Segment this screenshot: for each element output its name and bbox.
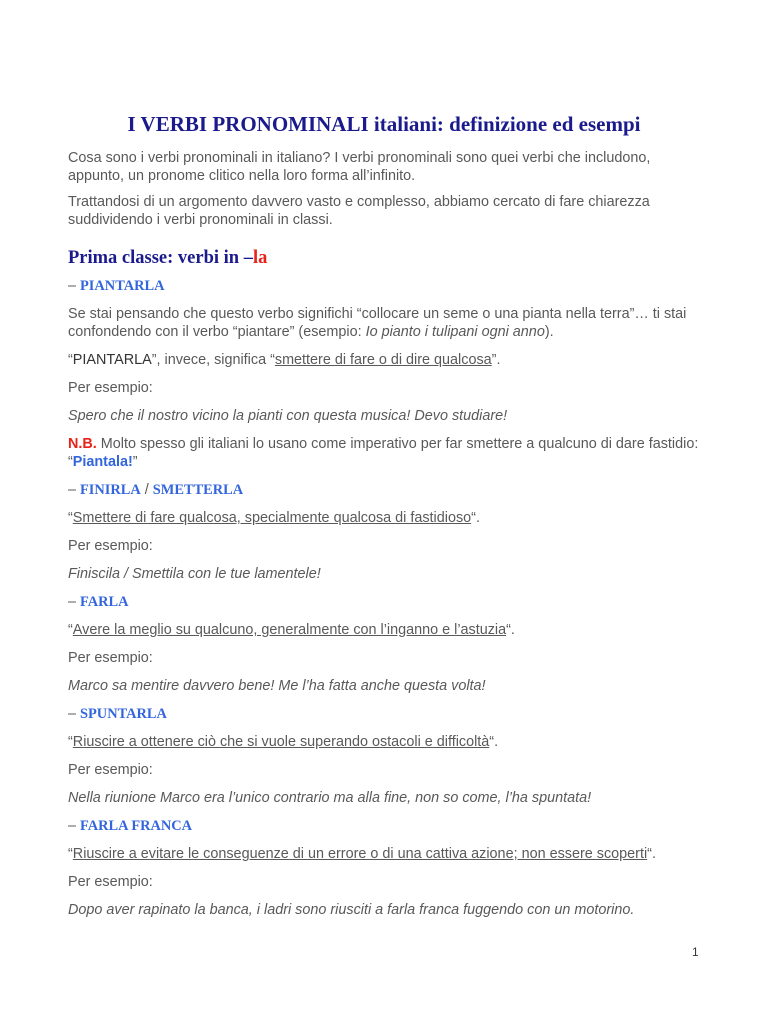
text: ” bbox=[132, 454, 138, 470]
section-heading-suffix: la bbox=[252, 248, 268, 268]
example-intro: Per esempio: bbox=[68, 380, 153, 396]
text: “. bbox=[647, 846, 656, 862]
page-title: I VERBI PRONOMINALI italiani: definizione ed esempi bbox=[127, 112, 641, 136]
document-content bbox=[68, 112, 700, 919]
verb-name: SPUNTARLA bbox=[80, 706, 167, 722]
verb-heading-spuntarla bbox=[68, 705, 700, 723]
text: “ bbox=[68, 510, 73, 526]
piantarla-explanation bbox=[68, 305, 700, 341]
definition: smettere di fare o di dire qualcosa bbox=[274, 352, 492, 368]
text: “. bbox=[489, 734, 499, 750]
text: “ bbox=[68, 622, 73, 638]
text: Se stai pensando che questo verbo significhi “collocare un seme o una pianta nella terra”… ti stai confondendo con il verbo “piantare” (esempio: bbox=[68, 306, 687, 340]
example-intro: Per esempio: bbox=[68, 538, 153, 554]
definition: Riuscire a evitare le conseguenze di un errore o di una cattiva azione; non essere scoperti bbox=[72, 846, 648, 862]
section-heading-prefix: Prima classe: verbi in – bbox=[68, 248, 253, 268]
example-intro: Per esempio: bbox=[68, 650, 153, 666]
definition: Smettere di fare qualcosa, specialmente qualcosa di fastidioso bbox=[72, 510, 472, 526]
nb-label: N.B. bbox=[68, 436, 97, 452]
text: “. bbox=[471, 510, 480, 526]
piantarla-note bbox=[68, 435, 700, 471]
text: “ bbox=[68, 352, 73, 368]
text: ”, invece, significa “ bbox=[151, 352, 275, 368]
farla-franca-example: Dopo aver rapinato la banca, i ladri sono riusciti a farla franca fuggendo con un motorino. bbox=[68, 902, 635, 918]
text: ”. bbox=[491, 352, 501, 368]
section-heading bbox=[68, 248, 700, 269]
dash: – bbox=[68, 818, 81, 834]
verb-heading-piantarla bbox=[68, 277, 700, 295]
dash: – bbox=[68, 706, 81, 722]
piantarla-example: Spero che il nostro vicino la pianti con questa musica! Devo studiare! bbox=[68, 408, 508, 424]
definition: Riuscire a ottenere ciò che si vuole superando ostacoli e difficoltà bbox=[72, 734, 490, 750]
verb-inline: PIANTARLA bbox=[72, 352, 152, 368]
farla-franca-definition bbox=[68, 845, 700, 863]
spuntarla-example: Nella riunione Marco era l’unico contrario ma alla fine, non so come, l’ha spuntata! bbox=[68, 790, 592, 806]
verb-name: FARLA FRANCA bbox=[80, 818, 193, 834]
text: ). bbox=[544, 324, 554, 340]
verb-heading-farla bbox=[68, 593, 700, 611]
finirla-example: Finiscila / Smettila con le tue lamentele! bbox=[68, 566, 321, 582]
verb-heading-farla-franca bbox=[68, 817, 700, 835]
intro-paragraph-2: Trattandosi di un argomento davvero vasto e complesso, abbiamo cercato di fare chiarezza suddividendo i verbi pronominali in classi. bbox=[68, 194, 650, 228]
piantarla-definition bbox=[68, 351, 700, 369]
verb-name: SMETTERLA bbox=[152, 482, 244, 498]
highlight-word: Piantala! bbox=[72, 454, 133, 470]
example-inline: Io pianto i tulipani ogni anno bbox=[365, 324, 545, 340]
text: “ bbox=[68, 734, 73, 750]
page-number: 1 bbox=[692, 945, 699, 959]
farla-example: Marco sa mentire davvero bene! Me l’ha fatta anche questa volta! bbox=[68, 678, 486, 694]
spuntarla-definition bbox=[68, 733, 700, 751]
example-intro: Per esempio: bbox=[68, 874, 153, 890]
finirla-definition bbox=[68, 509, 700, 527]
verb-name: PIANTARLA bbox=[80, 278, 165, 294]
dash: – bbox=[68, 482, 81, 498]
verb-name: FARLA bbox=[80, 594, 129, 610]
verb-heading-finirla bbox=[68, 481, 700, 499]
intro-paragraph-1: Cosa sono i verbi pronominali in italiano? I verbi pronominali sono quei verbi che includono, appunto, un pronome clitico nella loro forma all’infinito. bbox=[68, 150, 651, 184]
example-intro: Per esempio: bbox=[68, 762, 153, 778]
text: “ bbox=[68, 846, 73, 862]
definition: Avere la meglio su qualcuno, generalmente con l’inganno e l’astuzia bbox=[72, 622, 507, 638]
farla-definition bbox=[68, 621, 700, 639]
text: Molto spesso gli italiani lo usano come imperativo per far smettere a qualcuno di dare fastidio: “ bbox=[68, 436, 699, 470]
verb-name: FINIRLA bbox=[80, 482, 141, 498]
dash: – bbox=[68, 594, 81, 610]
dash: – bbox=[68, 278, 81, 294]
separator: / bbox=[140, 482, 153, 498]
text: “. bbox=[506, 622, 515, 638]
